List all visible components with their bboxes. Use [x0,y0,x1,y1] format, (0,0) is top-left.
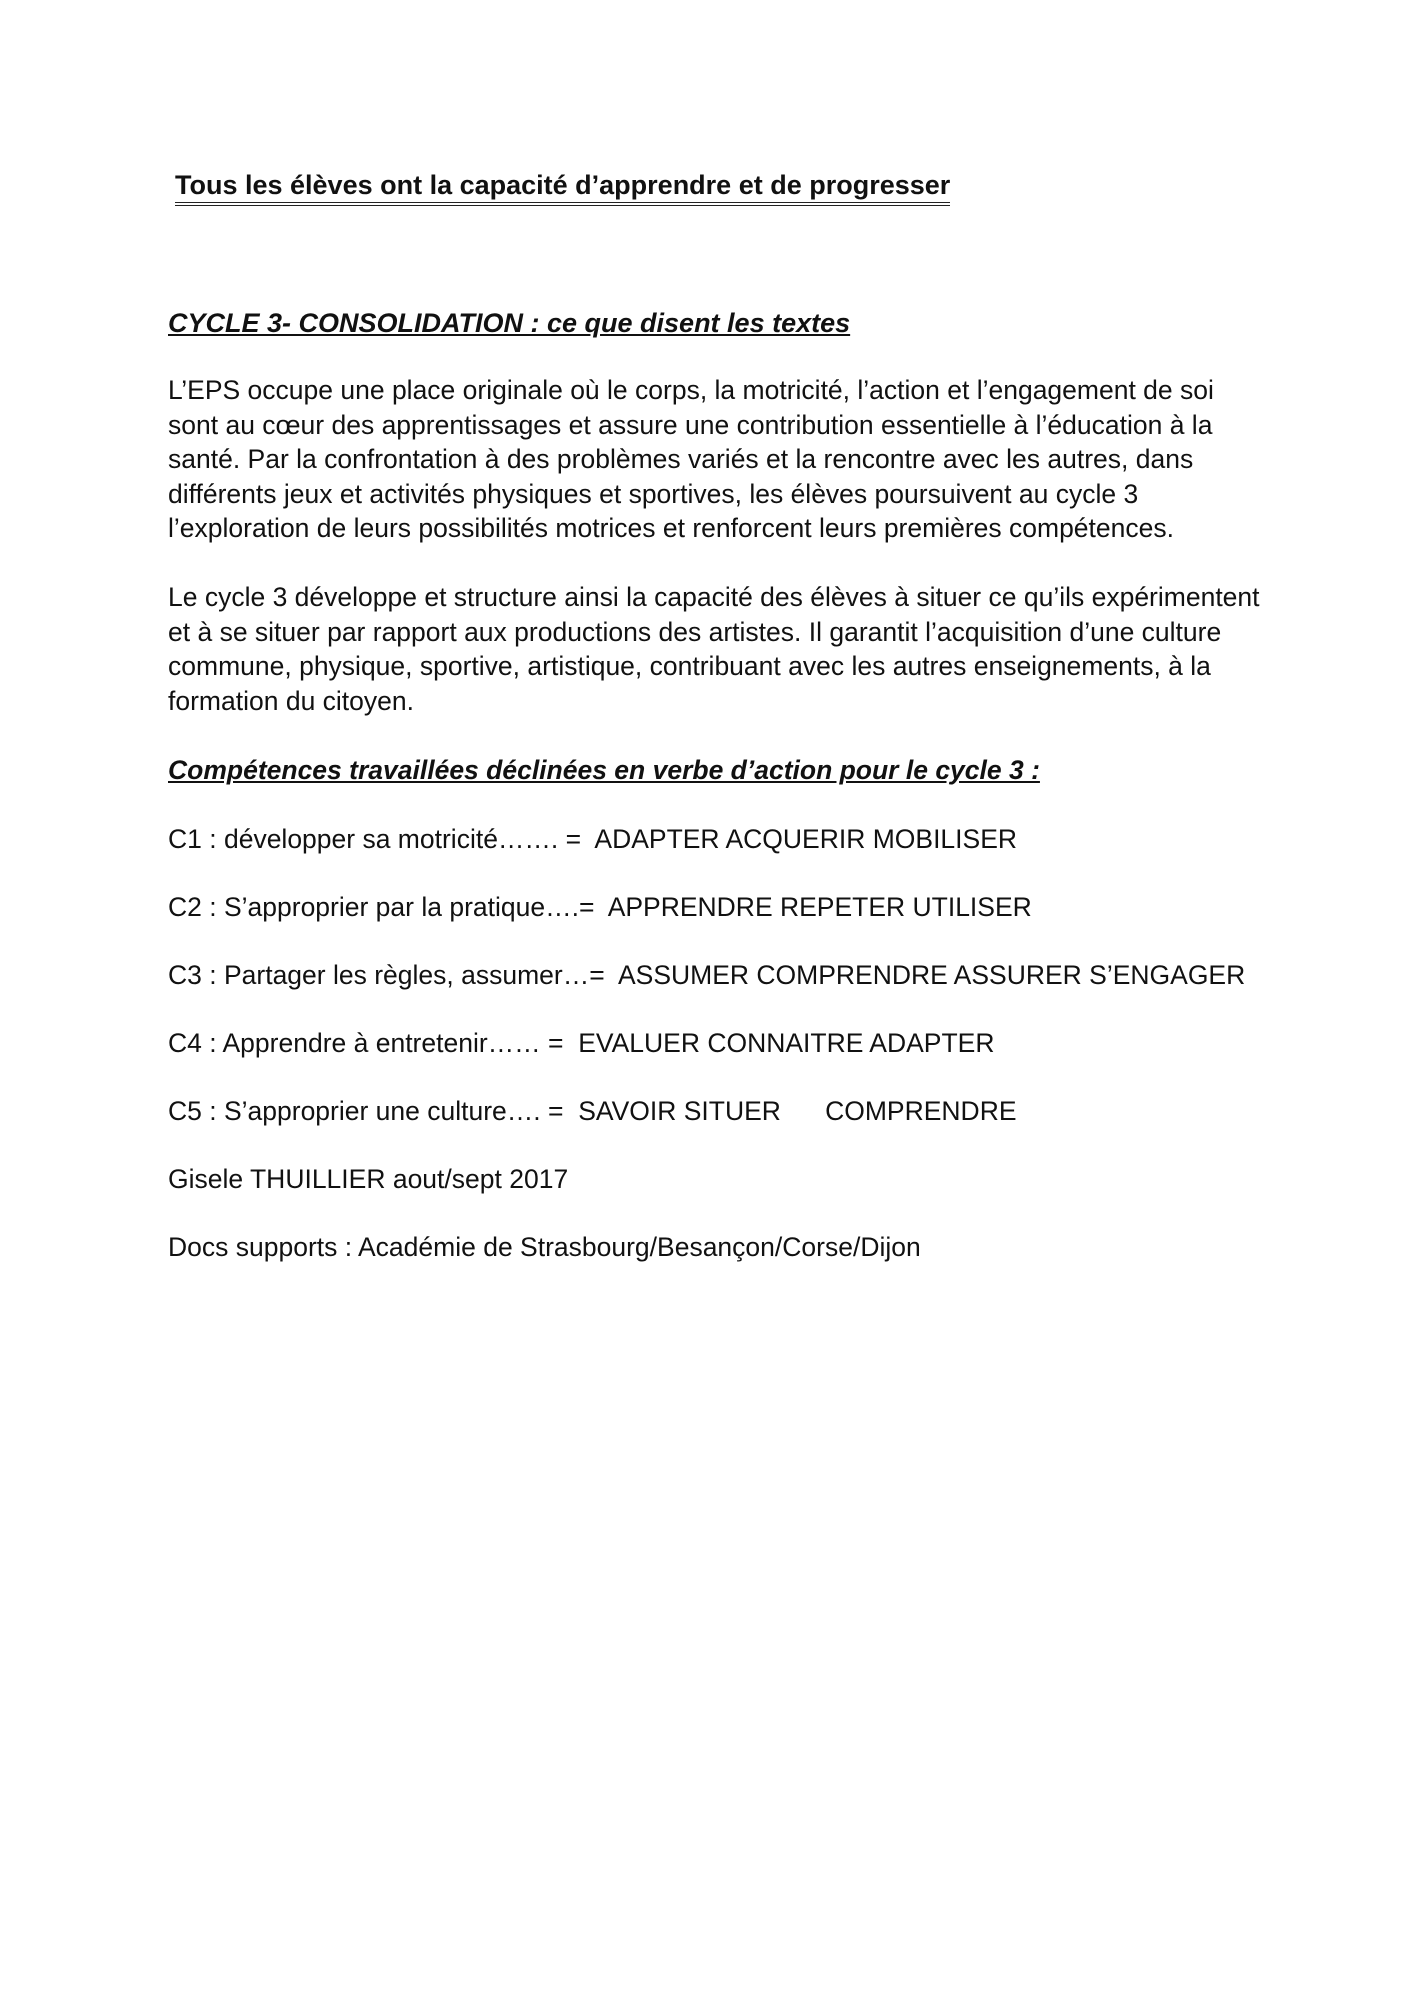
paragraph-line: l’exploration de leurs possibilités motrices et renforcent leurs premières compétences. [168,513,1174,543]
competence-label: C4 : Apprendre à entretenir…… = [168,1028,571,1058]
competence-verbs: ADAPTER ACQUERIR MOBILISER [588,824,1018,854]
paragraph-line: santé. Par la confrontation à des problèmes variés et la rencontre avec les autres, dans [168,444,1194,474]
competence-c5 [168,1094,1017,1128]
competence-label: C1 : développer sa motricité……. = [168,824,589,854]
competence-c4 [168,1026,994,1060]
paragraph-line: sont au cœur des apprentissages et assure une contribution essentielle à l’éducation à la [168,409,1213,440]
competence-label: C3 : Partager les règles, assumer…= [168,960,613,990]
paragraph-eps-intro [168,373,1268,546]
competences-heading: Compétences travaillées déclinées en verbe d’action pour le cycle 3 : [168,755,1040,785]
competence-label: C2 : S’approprier par la pratique….= [168,892,602,922]
section-heading: CYCLE 3- CONSOLIDATION : ce que disent les textes [168,308,851,338]
competence-verbs: APPRENDRE REPETER UTILISER [601,892,1032,922]
paragraph-line: formation du citoyen. [168,685,414,716]
paragraph-cycle3 [168,580,1268,718]
competence-verbs: SAVOIR SITUER COMPRENDRE [570,1096,1017,1126]
paragraph-line: Le cycle 3 développe et structure ainsi la capacité des élèves à situer ce qu’ils expérimentent [168,582,1260,612]
paragraph-line: différents jeux et activités physiques et sportives, les élèves poursuivent au cycle 3 [168,478,1139,509]
competence-verbs: ASSUMER COMPRENDRE ASSURER S’ENGAGER [612,960,1246,990]
paragraph-line: L’EPS occupe une place originale où le corps, la motricité, l’action et l’engagement de soi [168,375,1214,405]
paragraph-line: commune, physique, sportive, artistique, contribuant avec les autres enseignements, à la [168,651,1211,681]
author-line: Gisele THUILLIER aout/sept 2017 [168,1164,569,1194]
competence-c3 [168,958,1245,992]
competence-verbs: EVALUER CONNAITRE ADAPTER [570,1028,995,1058]
sources-line: Docs supports : Académie de Strasbourg/Besançon/Corse/Dijon [168,1232,921,1262]
competence-c2 [168,890,1032,924]
document-title: Tous les élèves ont la capacité d’apprendre et de progresser [175,168,950,206]
competence-c1 [168,822,1017,856]
paragraph-line: et à se situer par rapport aux productions des artistes. Il garantit l’acquisition d’une culture [168,616,1222,647]
competence-label: C5 : S’approprier une culture…. = [168,1096,571,1126]
